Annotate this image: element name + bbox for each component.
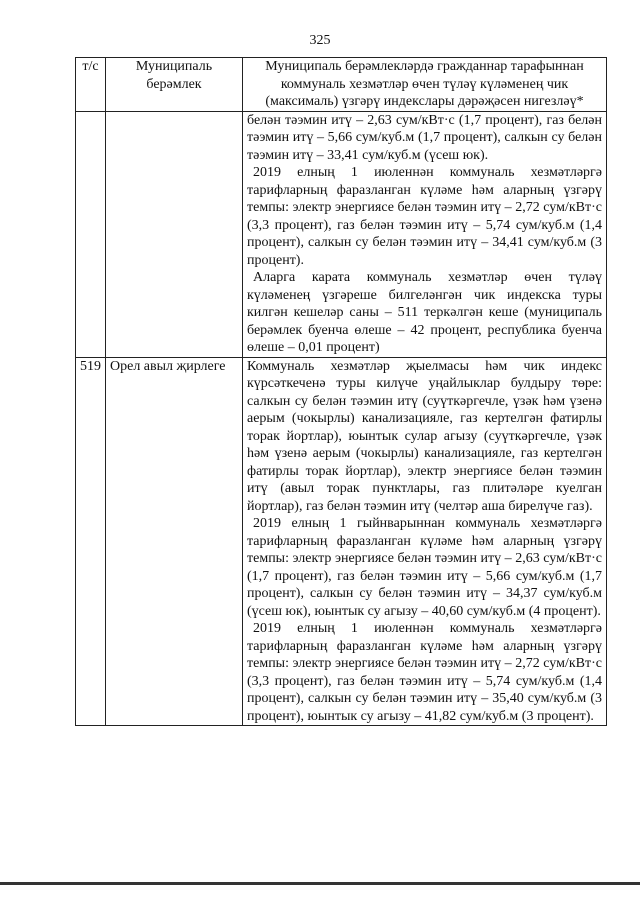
paragraph: Коммуналь хезмәтләр җыелмасы һәм чик индекс күрсәткеченә туры килүче уңайлыклар булдыру төре: салкын су белән тәэмин итү (суүткәргечле, үзәк һәм үзенә аерым (чокырлы) канализацияле, газ кертелгән фатирлы торак йортлар), юынтык сулар агызу (суүткәргечле, үзәк һәм үзенә аерым (чокырлы) канализацияле, газ кертелгән фатирлы торак йортлар), электр энергиясе белән тәэмин итү (авыл торак пунктлары, газ плитәләре куелган йортлар), газ белән тәэмин итү (челтәр аша бирелүче газ). bbox=[247, 358, 602, 514]
header-municipality: Муниципаль берәмлек bbox=[106, 58, 243, 112]
paragraph: 2019 елның 1 июленнән коммуналь хезмәтләргә тарифларның фаразланган күләме һәм аларның үзгәрү темпы: электр энергиясе белән тәэмин итү – 2,72 сум/кВт·с (3,3 процент), газ белән тәэмин итү – 5,74 сум/куб.м (1,4 процент), салкын су белән тәэмин итү – 34,41 сум/куб.м (3 процент). bbox=[247, 165, 602, 268]
row-municipality bbox=[106, 111, 243, 357]
row-municipality: Орел авыл җирлеге bbox=[106, 357, 243, 726]
page-bottom-edge bbox=[0, 882, 640, 885]
table-row bbox=[76, 111, 607, 357]
table-header-row bbox=[76, 58, 607, 112]
tariff-table bbox=[75, 57, 607, 726]
table-row bbox=[76, 357, 607, 726]
paragraph: Аларга карата коммуналь хезмәтләр өчен түләү күләменең үзгәреше билгеләнгән чик индекска туры килгән кешеләр саны – 511 теркәлгән кеше (муниципаль берәмлек буенча өлеше – 42 процент, республика буенча өлеше – 0,01 процент) bbox=[247, 270, 602, 355]
row-basis bbox=[243, 357, 607, 726]
page-number: 325 bbox=[309, 33, 331, 48]
row-num: 519 bbox=[76, 357, 106, 726]
paragraph: 2019 елның 1 гыйнварыннан коммуналь хезмәтләргә тарифларның фаразланган күләме һәм аларның үзгәрү темпы: электр энергиясе белән тәэмин итү – 2,63 сум/кВт·с (1,7 процент), газ белән тәэмин итү – 5,66 сум/куб.м (1,7 процент), салкын су белән тәэмин итү – 34,37 сум/куб.м (үсеш юк), юынтык су агызу – 40,60 сум/куб.м (4 процент). bbox=[247, 516, 602, 619]
header-num: т/с bbox=[76, 58, 106, 112]
header-basis: Муниципаль берәмлекләрдә гражданнар тарафыннан коммуналь хезмәтләр өчен түләү күләменең чик (максималь) үзгәрү индекслары дәрәҗәсен нигезләү* bbox=[243, 58, 607, 112]
row-basis bbox=[243, 111, 607, 357]
row-num bbox=[76, 111, 106, 357]
paragraph: 2019 елның 1 июленнән коммуналь хезмәтләргә тарифларның фаразланган күләме һәм аларның үзгәрү темпы: электр энергиясе белән тәэмин итү – 2,72 сум/кВт·с (3,3 процент), газ белән тәэмин итү – 5,74 сум/куб.м (1,4 процент), салкын су белән тәэмин итү – 35,40 сум/куб.м (3 процент), юынтык су агызу – 41,82 сум/куб.м (3 процент). bbox=[247, 621, 602, 724]
paragraph: белән тәэмин итү – 2,63 сум/кВт·с (1,7 процент), газ белән тәэмин итү – 5,66 сум/куб.м (1,7 процент), салкын су белән тәэмин итү – 33,41 сум/куб.м (үсеш юк). bbox=[247, 112, 602, 163]
